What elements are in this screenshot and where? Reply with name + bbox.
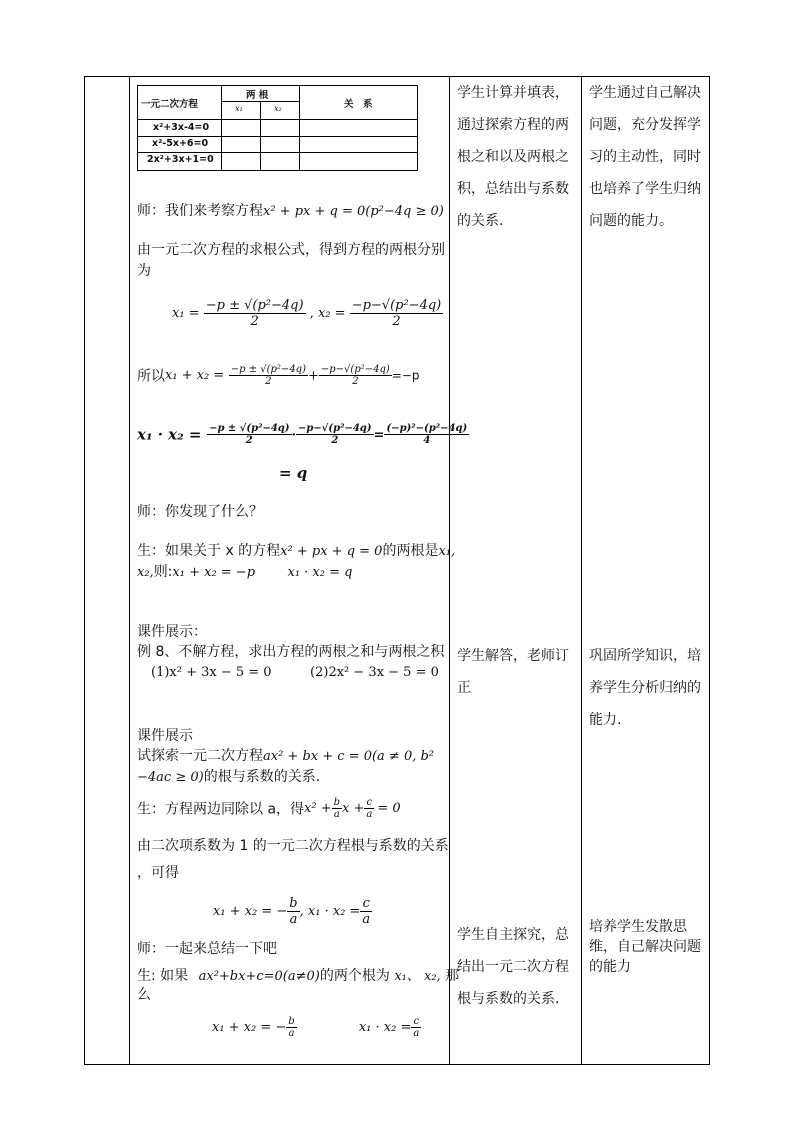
teacher-prompt-1: 师：我们来考察方程x² + px + q = 0(p²−4q ≥ 0) bbox=[137, 203, 444, 219]
courseware-label-2: 课件展示 bbox=[137, 728, 193, 744]
student-activity-1: 学生计算并填表，通过探索方程的两根之和以及两根之积，总结出与系数的关系. bbox=[457, 85, 569, 229]
table-header-roots: 两 根 bbox=[246, 90, 269, 101]
design-intent-2: 巩固所学知识，培养学生分析归纳的能力. bbox=[589, 648, 701, 728]
product-result: = q bbox=[279, 464, 308, 482]
table-header-x1: x₁ bbox=[235, 104, 243, 113]
sum-of-roots-derivation: 所以x₁ + x₂ = $\frac{\text{−p ± √(p²−4q)}}{2}$ + $\frac{\text{−p−√(p²−4q)}}{2}$ =−p bbox=[137, 364, 420, 387]
example-8-questions: (1)x² + 3x − 5 = 0 (2)2x² − 3x − 5 = 0 bbox=[151, 665, 439, 680]
column-divider-1 bbox=[129, 76, 130, 1065]
root-exploration-table bbox=[137, 85, 418, 171]
table-row-3-equation: 2x²+3x+1=0 bbox=[147, 154, 214, 165]
derivation-line1: 由二次项系数为 1 的一元二次方程根与系数的关系 bbox=[137, 838, 449, 854]
table-bottom-border bbox=[84, 1064, 710, 1065]
column-divider-2 bbox=[449, 76, 450, 1065]
student-activity-3: 学生自主探究，总结出一元二次方程根与系数的关系. bbox=[457, 927, 569, 1007]
table-row-2-equation: x²-5x+6=0 bbox=[152, 138, 209, 149]
quadratic-formula-intro-line1: 由一元二次方程的求根公式，得到方程的两根分别 bbox=[137, 242, 445, 258]
final-relation: x₁ + x₂ = − $\frac{b}{a}$ x₁ · x₂ = $\frac{c}{a}$ bbox=[212, 1016, 420, 1039]
design-intent-1: 学生通过自己解决问题，充分发挥学习的主动性，同时也培养了学生归纳问题的能力。 bbox=[589, 85, 701, 229]
teacher-question: 师：你发现了什么？ bbox=[137, 504, 263, 520]
table-right-border bbox=[709, 76, 710, 1065]
student-summary-line1: 生: 如果 ax²+bx+c=0(a≠0)的两个根为 x₁、 x₂, 那 bbox=[137, 968, 460, 984]
table-header-x2: x₂ bbox=[274, 104, 282, 113]
student-finding-line2: x₂,则:x₁ + x₂ = −p x₁ · x₂ = q bbox=[137, 564, 353, 580]
root-formulas: x₁ = $\frac{\text{−p ± √(p²−4q)}}{2}$ , x₂ = $\frac{\text{−p−√(p²−4q)}}{2}$ bbox=[172, 298, 442, 329]
student-divide-by-a: 生：方程两边同除以 a，得x² + $\frac{b}{a}$ x + $\frac{c}{a}$ = 0 bbox=[137, 797, 401, 820]
design-intent-3: 培养学生发散思维，自己解决问题的能力 bbox=[589, 919, 701, 975]
table-header-equation: 一元二次方程 bbox=[141, 99, 199, 110]
student-finding-line1: 生：如果关于 x 的方程x² + px + q = 0的两根是x₁, bbox=[137, 543, 456, 559]
table-header-relation: 关 系 bbox=[344, 99, 373, 110]
explore-prompt-line2: −4ac ≥ 0)的根与系数的关系. bbox=[137, 769, 321, 785]
derivation-line2: ，可得 bbox=[137, 865, 179, 881]
root-coefficient-relation: x₁ + x₂ = − $\frac{b}{a}$ , x₁ · x₂ = $\frac{c}{a}$ bbox=[213, 896, 371, 927]
quadratic-formula-intro-line2: 为 bbox=[137, 263, 151, 279]
example-8: 例 8、不解方程，求出方程的两根之和与两根之积 bbox=[137, 644, 445, 660]
table-left-border bbox=[84, 76, 85, 1065]
explore-prompt-line1: 试探索一元二次方程ax² + bx + c = 0(a ≠ 0, b² bbox=[137, 748, 435, 764]
student-activity-2: 学生解答，老师订正 bbox=[457, 648, 569, 696]
teacher-summary: 师：一起来总结一下吧 bbox=[137, 941, 277, 957]
product-of-roots-derivation: x₁ · x₂ = $\frac{\text{−p ± √(p²−4q)}}{2}$ · $\frac{\text{−p−√(p²−4q)}}{2}$ = $\frac{\text{(−p)²−(p²−4q)}}{4}$ bbox=[137, 423, 468, 446]
column-divider-3 bbox=[581, 76, 582, 1065]
table-row-1-equation: x²+3x-4=0 bbox=[153, 122, 210, 133]
courseware-label-1: 课件展示： bbox=[137, 624, 207, 640]
student-summary-line2: 么 bbox=[137, 987, 151, 1003]
